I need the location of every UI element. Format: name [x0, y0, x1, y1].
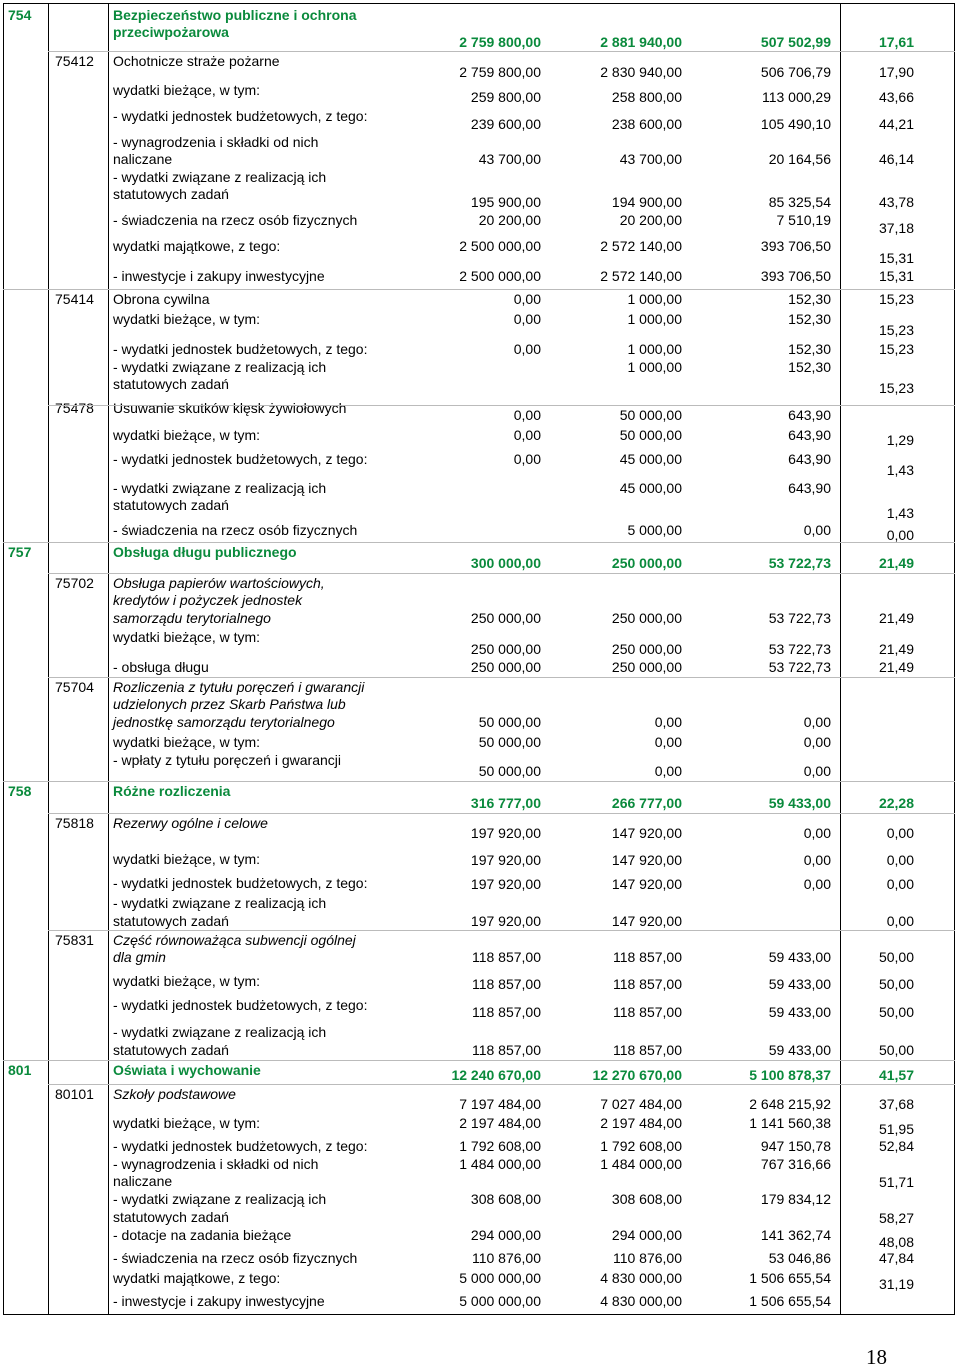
value-v2: 147 920,00 [611, 876, 682, 892]
row-label: - wydatki jednostek budżetowych, z tego: [113, 875, 368, 891]
row-label: wydatki bieżące, w tym: [113, 82, 261, 98]
row-label: - wydatki związane z realizacją ich [113, 1024, 327, 1040]
row-divider [3, 781, 955, 782]
value-v2: 294 000,00 [611, 1227, 682, 1243]
row-label: statutowych zadań [113, 497, 229, 513]
value-v3: 105 490,10 [760, 116, 831, 132]
value-v2: 147 920,00 [611, 913, 682, 929]
section-code: 758 [8, 783, 32, 799]
row-label: kredytów i pożyczek jednostek [113, 592, 303, 608]
value-v3: 59 433,00 [768, 976, 831, 992]
value-v4: 44,21 [878, 116, 914, 132]
value-v4: 0,00 [886, 852, 914, 868]
value-v1: 50 000,00 [478, 763, 541, 779]
value-v3: 1 506 655,54 [749, 1270, 831, 1286]
section-code: 75704 [55, 679, 94, 695]
value-v2: 118 857,00 [612, 1004, 682, 1020]
value-v3: 0,00 [803, 825, 831, 841]
value-v1: 5 000 000,00 [459, 1293, 541, 1309]
row-label: jednostkę samorządu terytorialnego [113, 714, 335, 730]
value-v3: 1 506 655,54 [749, 1293, 831, 1309]
value-v1: 0,00 [513, 311, 541, 327]
value-v3: 0,00 [803, 876, 831, 892]
value-v4: 46,14 [878, 151, 914, 167]
section-code: 80101 [55, 1086, 94, 1102]
value-v3: 179 834,12 [760, 1191, 831, 1207]
value-v4: 37,18 [878, 220, 914, 236]
row-label: statutowych zadań [113, 186, 229, 202]
value-v1: 316 777,00 [470, 795, 541, 811]
value-v3: 152,30 [788, 359, 831, 375]
value-v1: 50 000,00 [478, 714, 541, 730]
value-v3: 85 325,54 [768, 194, 831, 210]
value-v2: 1 000,00 [627, 311, 682, 327]
value-v2: 308 608,00 [611, 1191, 682, 1207]
value-v4: 0,00 [886, 527, 914, 543]
value-v3: 767 316,66 [760, 1156, 831, 1172]
value-v4: 50,00 [878, 976, 914, 992]
row-label: wydatki bieżące, w tym: [113, 851, 261, 867]
row-label: - obsługa długu [113, 659, 209, 675]
value-v1: 197 920,00 [470, 825, 541, 841]
value-v3: 1 141 560,38 [749, 1115, 831, 1131]
value-v1: 294 000,00 [470, 1227, 541, 1243]
row-label: naliczane [113, 151, 173, 167]
value-v3: 506 706,79 [760, 64, 831, 80]
value-v4: 15,23 [878, 322, 914, 338]
value-v3: 59 433,00 [768, 795, 831, 811]
value-v3: 152,30 [788, 311, 831, 327]
value-v1: 0,00 [513, 291, 541, 307]
row-label: statutowych zadań [113, 913, 229, 929]
value-v1: 7 197 484,00 [459, 1096, 541, 1112]
row-label: Bezpieczeństwo publiczne i ochrona [113, 7, 357, 23]
value-v2: 1 484 000,00 [600, 1156, 682, 1172]
section-code: 75818 [55, 815, 94, 831]
row-label: Ochotnicze straże pożarne [113, 53, 280, 69]
row-label: - wydatki jednostek budżetowych, z tego: [113, 1138, 368, 1154]
value-v1: 197 920,00 [470, 852, 541, 868]
value-v4: 1,43 [886, 505, 914, 521]
row-label: wydatki majątkowe, z tego: [113, 1270, 281, 1286]
value-v2: 1 000,00 [627, 291, 682, 307]
value-v3: 7 510,19 [776, 212, 831, 228]
value-v4: 0,00 [886, 876, 914, 892]
row-label: wydatki majątkowe, z tego: [113, 238, 281, 254]
row-label: statutowych zadań [113, 1042, 229, 1058]
col-divider [108, 3, 109, 1315]
value-v3: 20 164,56 [768, 151, 831, 167]
value-v3: 947 150,78 [760, 1138, 831, 1154]
value-v4: 48,08 [878, 1234, 914, 1250]
row-label: Obsługa papierów wartościowych, [113, 575, 325, 591]
value-v4: 15,23 [878, 380, 914, 396]
value-v2: 4 830 000,00 [600, 1293, 682, 1309]
row-label: - wynagrodzenia i składki od nich [113, 134, 319, 150]
value-v1: 2 759 800,00 [459, 34, 541, 50]
value-v1: 2 197 484,00 [459, 1115, 541, 1131]
row-label: Rozliczenia z tytułu poręczeń i gwarancji [113, 679, 365, 695]
value-v4: 37,68 [878, 1096, 914, 1112]
row-label: wydatki bieżące, w tym: [113, 734, 261, 750]
row-divider [3, 1060, 955, 1061]
row-label: - wydatki związane z realizacją ich [113, 480, 327, 496]
row-divider [48, 573, 955, 574]
section-code: 75412 [55, 53, 94, 69]
value-v4: 0,00 [886, 825, 914, 841]
row-label: dla gmin [113, 949, 166, 965]
row-label: Część równoważąca subwencji ogólnej [113, 932, 356, 948]
value-v3: 59 433,00 [768, 1004, 831, 1020]
row-label: naliczane [113, 1173, 173, 1189]
value-v3: 152,30 [788, 341, 831, 357]
row-label: - wydatki związane z realizacją ich [113, 1191, 327, 1207]
page-number: 18 [866, 1345, 887, 1369]
value-v1: 118 857,00 [471, 1042, 541, 1058]
value-v4: 15,23 [878, 341, 914, 357]
value-v3: 53 046,86 [768, 1250, 831, 1266]
value-v2: 0,00 [654, 734, 682, 750]
row-label: statutowych zadań [113, 376, 229, 392]
value-v4: 17,61 [878, 34, 914, 50]
value-v2: 45 000,00 [619, 480, 682, 496]
row-label: Usuwanie skutków klęsk żywiołowych [113, 400, 347, 416]
value-v1: 1 484 000,00 [459, 1156, 541, 1172]
value-v3: 643,90 [788, 480, 831, 496]
value-v2: 45 000,00 [619, 451, 682, 467]
value-v2: 2 572 140,00 [600, 238, 682, 254]
col-divider [48, 3, 49, 1315]
row-label: wydatki bieżące, w tym: [113, 1115, 261, 1131]
value-v1: 2 500 000,00 [459, 238, 541, 254]
value-v2: 250 000,00 [611, 641, 682, 657]
section-code: 75478 [55, 400, 94, 416]
value-v1: 259 800,00 [470, 89, 541, 105]
value-v2: 50 000,00 [619, 407, 682, 423]
value-v4: 58,27 [878, 1210, 914, 1226]
row-divider [3, 289, 955, 290]
row-label: Oświata i wychowanie [113, 1062, 261, 1078]
value-v1: 5 000 000,00 [459, 1270, 541, 1286]
row-label: udzielonych przez Skarb Państwa lub [113, 696, 346, 712]
value-v3: 113 000,29 [761, 89, 831, 105]
row-label: - wydatki jednostek budżetowych, z tego: [113, 108, 368, 124]
value-v4: 51,95 [878, 1121, 914, 1137]
value-v2: 250 000,00 [611, 610, 682, 626]
value-v2: 110 876,00 [612, 1250, 682, 1266]
value-v4: 1,43 [886, 462, 914, 478]
value-v2: 194 900,00 [611, 194, 682, 210]
value-v4: 21,49 [878, 659, 914, 675]
value-v4: 15,31 [878, 250, 914, 266]
value-v1: 0,00 [513, 407, 541, 423]
row-label: - wydatki związane z realizacją ich [113, 169, 327, 185]
value-v4: 1,29 [886, 432, 914, 448]
section-code: 757 [8, 544, 32, 560]
value-v3: 59 433,00 [768, 949, 831, 965]
row-label: Rezerwy ogólne i celowe [113, 815, 268, 831]
row-divider [48, 405, 955, 406]
value-v1: 0,00 [513, 341, 541, 357]
value-v2: 20 200,00 [619, 212, 682, 228]
value-v2: 1 792 608,00 [600, 1138, 682, 1154]
value-v1: 118 857,00 [471, 949, 541, 965]
row-label: - wynagrodzenia i składki od nich [113, 1156, 319, 1172]
value-v1: 250 000,00 [470, 641, 541, 657]
value-v2: 238 600,00 [611, 116, 682, 132]
row-label: statutowych zadań [113, 1209, 229, 1225]
value-v4: 43,66 [878, 89, 914, 105]
value-v2: 266 777,00 [611, 795, 682, 811]
value-v1: 239 600,00 [470, 116, 541, 132]
value-v3: 141 362,74 [760, 1227, 831, 1243]
value-v2: 2 197 484,00 [600, 1115, 682, 1131]
value-v3: 0,00 [803, 522, 831, 538]
value-v4: 50,00 [878, 1004, 914, 1020]
row-label: - wpłaty z tytułu poręczeń i gwarancji [113, 752, 341, 768]
value-v2: 1 000,00 [627, 359, 682, 375]
value-v2: 4 830 000,00 [600, 1270, 682, 1286]
value-v3: 53 722,73 [768, 610, 831, 626]
value-v4: 52,84 [878, 1138, 914, 1154]
row-label: - wydatki związane z realizacją ich [113, 895, 327, 911]
value-v1: 300 000,00 [470, 555, 541, 571]
col-divider [840, 3, 841, 1315]
value-v1: 20 200,00 [478, 212, 541, 228]
row-label: - wydatki jednostek budżetowych, z tego: [113, 341, 368, 357]
value-v1: 197 920,00 [470, 913, 541, 929]
value-v1: 2 500 000,00 [459, 268, 541, 284]
value-v2: 118 857,00 [612, 1042, 682, 1058]
value-v4: 21,49 [878, 641, 914, 657]
value-v4: 21,49 [878, 555, 914, 571]
value-v3: 643,90 [788, 427, 831, 443]
value-v4: 15,23 [878, 291, 914, 307]
value-v1: 197 920,00 [470, 876, 541, 892]
value-v4: 31,19 [878, 1276, 914, 1292]
value-v4: 51,71 [878, 1174, 914, 1190]
value-v4: 22,28 [878, 795, 914, 811]
row-label: - dotacje na zadania bieżące [113, 1227, 292, 1243]
row-divider [3, 542, 955, 543]
row-label: - świadczenia na rzecz osób fizycznych [113, 522, 358, 538]
value-v3: 0,00 [803, 852, 831, 868]
value-v1: 2 759 800,00 [459, 64, 541, 80]
value-v1: 0,00 [513, 427, 541, 443]
value-v3: 53 722,73 [768, 555, 831, 571]
value-v3: 507 502,99 [760, 34, 831, 50]
row-label: - wydatki związane z realizacją ich [113, 359, 327, 375]
value-v3: 0,00 [803, 734, 831, 750]
value-v2: 5 000,00 [627, 522, 682, 538]
value-v1: 50 000,00 [478, 734, 541, 750]
row-label: przeciwpożarowa [113, 24, 229, 40]
value-v3: 643,90 [788, 407, 831, 423]
value-v2: 147 920,00 [611, 852, 682, 868]
value-v1: 250 000,00 [470, 659, 541, 675]
value-v2: 118 857,00 [612, 949, 682, 965]
value-v4: 50,00 [878, 1042, 914, 1058]
row-label: wydatki bieżące, w tym: [113, 973, 261, 989]
row-divider [48, 51, 955, 52]
row-label: - wydatki jednostek budżetowych, z tego: [113, 451, 368, 467]
value-v2: 7 027 484,00 [600, 1096, 682, 1112]
value-v1: 118 857,00 [471, 1004, 541, 1020]
row-label: - wydatki jednostek budżetowych, z tego: [113, 997, 368, 1013]
section-code: 801 [8, 1062, 32, 1078]
row-label: - świadczenia na rzecz osób fizycznych [113, 212, 358, 228]
value-v4: 17,90 [878, 64, 914, 80]
value-v2: 0,00 [654, 763, 682, 779]
row-label: Obrona cywilna [113, 291, 210, 307]
value-v4: 15,31 [878, 268, 914, 284]
row-label: Różne rozliczenia [113, 783, 231, 799]
value-v2: 12 270 670,00 [592, 1067, 682, 1083]
row-divider [48, 930, 955, 931]
value-v1: 12 240 670,00 [451, 1067, 541, 1083]
value-v2: 118 857,00 [612, 976, 682, 992]
row-label: samorządu terytorialnego [113, 610, 271, 626]
value-v1: 0,00 [513, 451, 541, 467]
section-code: 754 [8, 7, 32, 23]
section-code: 75414 [55, 291, 94, 307]
value-v1: 110 876,00 [471, 1250, 541, 1266]
row-label: Szkoły podstawowe [113, 1086, 236, 1102]
value-v1: 308 608,00 [470, 1191, 541, 1207]
value-v2: 2 830 940,00 [600, 64, 682, 80]
value-v4: 50,00 [878, 949, 914, 965]
value-v2: 1 000,00 [627, 341, 682, 357]
value-v2: 2 881 940,00 [600, 34, 682, 50]
value-v3: 0,00 [803, 763, 831, 779]
value-v2: 43 700,00 [619, 151, 682, 167]
section-code: 75831 [55, 932, 94, 948]
row-label: wydatki bieżące, w tym: [113, 311, 261, 327]
row-label: wydatki bieżące, w tym: [113, 629, 261, 645]
value-v1: 250 000,00 [470, 610, 541, 626]
value-v4: 41,57 [878, 1067, 914, 1083]
row-divider [48, 1084, 955, 1085]
value-v3: 0,00 [803, 714, 831, 730]
row-label: - świadczenia na rzecz osób fizycznych [113, 1250, 358, 1266]
value-v3: 393 706,50 [760, 238, 831, 254]
row-divider [48, 677, 955, 678]
value-v3: 2 648 215,92 [749, 1096, 831, 1112]
value-v2: 2 572 140,00 [600, 268, 682, 284]
row-divider [48, 813, 955, 814]
value-v4: 43,78 [878, 194, 914, 210]
value-v1: 195 900,00 [470, 194, 541, 210]
row-label: wydatki bieżące, w tym: [113, 427, 261, 443]
value-v2: 250 000,00 [611, 659, 682, 675]
value-v1: 43 700,00 [478, 151, 541, 167]
value-v3: 152,30 [788, 291, 831, 307]
row-label: - inwestycje i zakupy inwestycyjne [113, 268, 325, 284]
value-v3: 643,90 [788, 451, 831, 467]
value-v2: 0,00 [654, 714, 682, 730]
value-v3: 59 433,00 [768, 1042, 831, 1058]
value-v4: 21,49 [878, 610, 914, 626]
value-v3: 393 706,50 [760, 268, 831, 284]
value-v2: 50 000,00 [619, 427, 682, 443]
value-v1: 1 792 608,00 [459, 1138, 541, 1154]
section-code: 75702 [55, 575, 94, 591]
value-v2: 258 800,00 [611, 89, 682, 105]
value-v3: 5 100 878,37 [749, 1067, 831, 1083]
value-v4: 47,84 [878, 1250, 914, 1266]
value-v3: 53 722,73 [768, 659, 831, 675]
value-v3: 53 722,73 [768, 641, 831, 657]
value-v2: 147 920,00 [611, 825, 682, 841]
value-v1: 118 857,00 [471, 976, 541, 992]
row-label: Obsługa długu publicznego [113, 544, 297, 560]
row-label: - inwestycje i zakupy inwestycyjne [113, 1293, 325, 1309]
value-v2: 250 000,00 [611, 555, 682, 571]
value-v4: 0,00 [886, 913, 914, 929]
